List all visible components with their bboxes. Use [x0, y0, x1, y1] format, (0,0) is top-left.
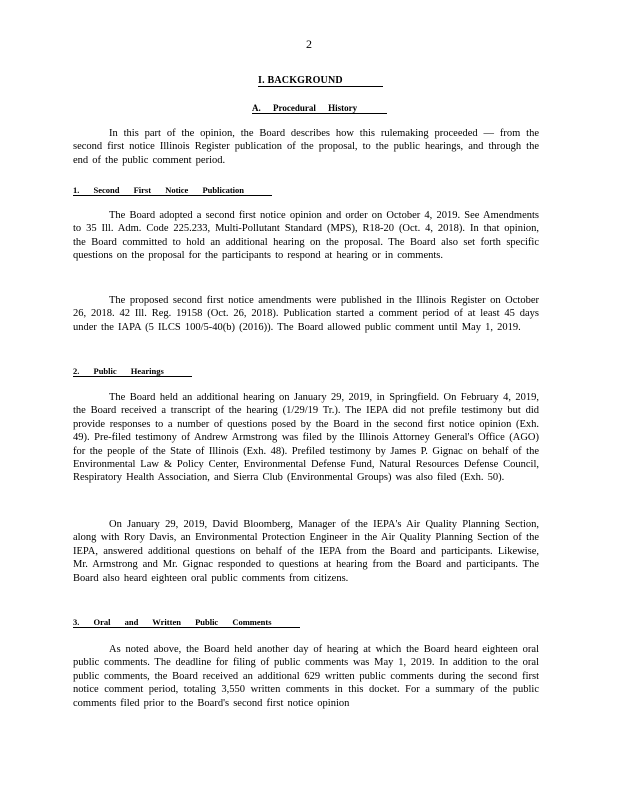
paragraph-hearing-testimony: On January 29, 2019, David Bloomberg, Manager of the IEPA's Air Quality Planning Section, along with Rory Davis, an Environmental Protection Engineer in the Air Quality Planning Section of the IEPA, answered additional questions on behalf of the IEPA from the Board and participants. Likewise, Mr. Armstrong and Mr. Gignac responded to questions at hearing from the Board and participants. The Board also heard eighteen oral public comments from citizens. — [73, 519, 539, 584]
section-heading-background: I. BACKGROUND — [258, 75, 383, 87]
heading-oral-written-comments: 3. Oral and Written Public Comments — [73, 617, 300, 628]
paragraph-hearing-held: The Board held an additional hearing on January 29, 2019, in Springfield. On February 4, 2019, the Board received a transcript of the hearing (1/29/19 Tr.). The IEPA did not prefile testimony but did provide responses to a number of questions posed by the Board in the second first notice opinion (Exh. 49). Pre-filed testimony of Andrew Armstrong was filed by the Illinois Attorney General's Office (AGO) for the people of the State of Illinois (Exh. 48). Prefiled testimony by James P. Gignac on behalf of the Environmental Law & Policy Center, Environmental Defense Fund, Natural Resources Defense Council, Respiratory Health Association, and Sierra Club (Environmental Groups) was also filed (Exh. 50). — [73, 392, 539, 484]
intro-paragraph: In this part of the opinion, the Board describes how this rulemaking proceeded — from the second first notice Illinois Register publication of the proposal, to the public hearings, and through the end of the public comment period. — [73, 128, 539, 166]
paragraph-public-comments: As noted above, the Board held another day of hearing at which the Board heard eighteen oral public comments. The deadline for filing of public comments was May 1, 2019. In addition to the oral public comments, the Board received an additional 629 written public comments during the second first notice comment period, totaling 3,550 written comments in this docket. For a summary of the public comments filed prior to the Board's second first notice opinion — [73, 644, 539, 709]
heading-second-first-notice-publication: 1. Second First Notice Publication — [73, 185, 272, 196]
paragraph-second-first-notice-adoption: The Board adopted a second first notice opinion and order on October 4, 2019. See Amendments to 35 Ill. Adm. Code 225.233, Multi-Pollutant Standard (MPS), R18-20 (Oct. 4, 2018). In that opinion, the Board committed to hold an additional hearing on the proposal. The Board also set forth specific questions on the proposal for the participants to respond at hearing or in comments. — [73, 210, 539, 262]
subsection-heading-procedural-history: A. Procedural History — [252, 103, 387, 114]
paragraph-amendments-published: The proposed second first notice amendments were published in the Illinois Register on October 26, 2018. 42 Ill. Reg. 19158 (Oct. 26, 2018). Publication started a comment period of at least 45 days under the IAPA (5 ILCS 100/5-40(b) (2016)). The Board allowed public comment until May 1, 2019. — [73, 295, 539, 333]
page-number: 2 — [306, 37, 312, 51]
heading-public-hearings: 2. Public Hearings — [73, 366, 192, 377]
